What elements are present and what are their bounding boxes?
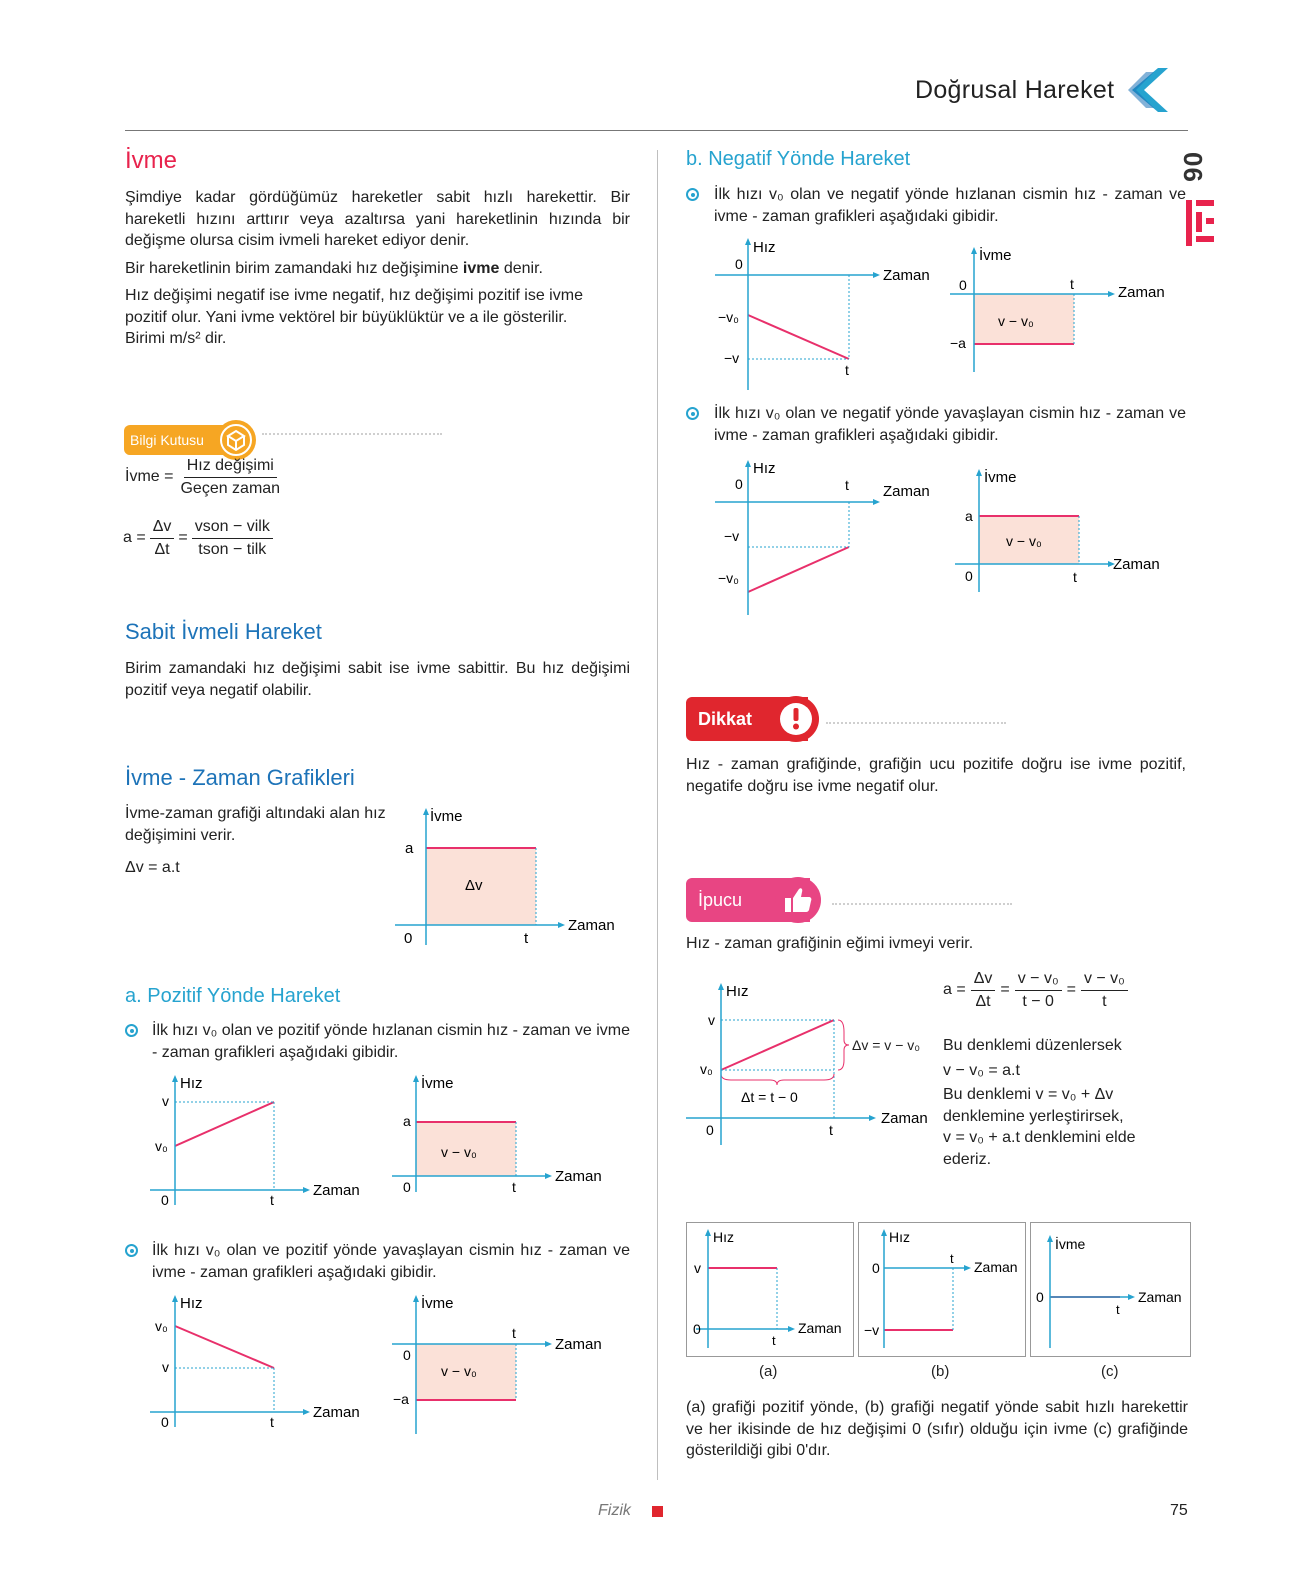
negatif-item-2: İlk hızı v₀ olan ve negatif yönde yavaşlayan cismin hız - zaman ve ivme - zaman grafikleri aşağıdaki gibidir. — [714, 405, 1186, 444]
label-dt-eq: Δt = t − 0 — [741, 1089, 798, 1105]
label-zero: 0 — [965, 568, 973, 584]
axis-hiz: Hız — [753, 239, 776, 256]
label-v-minus-v0: v − v₀ — [441, 1363, 477, 1379]
axis-zaman: Zaman — [883, 483, 930, 500]
sabit-heading: Sabit İvmeli Hareket — [125, 619, 322, 644]
header-rule — [125, 130, 1188, 131]
ipucu-n1: Δv — [971, 968, 996, 991]
axis-ivme: İvme — [984, 469, 1017, 486]
graph-p2-ivme — [392, 1292, 612, 1442]
bilgi-badge-label: Bilgi Kutusu — [130, 432, 204, 448]
label-v-minus-v0: v − v₀ — [1006, 533, 1042, 549]
label-t: t — [1073, 569, 1077, 585]
label-zero: 0 — [706, 1122, 714, 1138]
pozitif-item-2: İlk hızı v₀ olan ve pozitif yönde yavaşlayan cismin hız - zaman ve ivme - zaman grafikleri aşağıdaki gibidir. — [152, 1242, 630, 1281]
axis-hiz: Hız — [753, 460, 776, 477]
label-dv-eq: Δv = v − v₀ — [852, 1037, 921, 1053]
ipucu-a: a = — [943, 981, 966, 999]
label-a: a — [405, 840, 414, 857]
ipucu-d1: Δt — [975, 992, 991, 1010]
ipucu-slope-graph — [686, 980, 936, 1150]
graph-p2-hiz — [150, 1292, 370, 1432]
label-t: t — [270, 1192, 274, 1208]
ipucu-line: ederiz. — [943, 1150, 992, 1168]
graph-box-c — [1030, 1222, 1191, 1357]
label-neg-v: −v — [724, 350, 740, 366]
ipucu-explanation — [943, 1035, 1183, 1170]
bullet-icon — [125, 1024, 138, 1037]
exclamation-icon — [772, 695, 820, 743]
grafik-paragraph: İvme-zaman grafiği altındaki alan hız değişimini verir. — [125, 805, 386, 844]
formula-vector — [123, 516, 273, 560]
label-a: a — [965, 508, 973, 524]
ipucu-line: Bu denklemi düzenlersek — [943, 1037, 1122, 1054]
p3-line3: Birimi m/s² dir. — [125, 330, 227, 347]
footer-square-icon — [652, 1506, 663, 1517]
label-zero: 0 — [161, 1192, 169, 1208]
ipucu-line: v = v₀ + a.t denklemini elde — [943, 1129, 1136, 1146]
axis-zaman: Zaman — [1113, 556, 1160, 573]
axis-zaman: Zaman — [798, 1320, 842, 1336]
ipucu-badge — [686, 878, 826, 926]
graph-n2-ivme — [955, 466, 1180, 596]
caption-b: (b) — [931, 1363, 950, 1380]
axis-hiz: Hız — [180, 1295, 203, 1312]
ipucu-line: v − v₀ = a.t — [943, 1061, 1020, 1079]
graph-p1-hiz — [150, 1072, 370, 1212]
axis-zaman: Zaman — [555, 1336, 602, 1353]
axis-zaman: Zaman — [313, 1404, 360, 1421]
label-t: t — [950, 1251, 954, 1266]
formula1-num: Hız değişimi — [184, 455, 277, 478]
axis-zaman: Zaman — [974, 1259, 1018, 1275]
label-t: t — [524, 930, 529, 947]
ipucu-line: denklemine yerleştirirsek, — [943, 1107, 1124, 1125]
label-zero: 0 — [735, 476, 743, 492]
negatif-heading: b. Negatif Yönde Hareket — [686, 148, 911, 170]
ipucu-n3: v − v₀ — [1081, 968, 1128, 991]
ipucu-label: İpucu — [698, 889, 743, 910]
dikkat-text: Hız - zaman grafiğinde, grafiğin ucu pozitife doğru ise ivme pozitif, negatife doğru ise ivme negatif olur. — [686, 756, 1186, 795]
graph-box-b — [858, 1222, 1026, 1357]
chapter-arrow-icon — [1124, 66, 1168, 114]
label-t: t — [512, 1325, 516, 1341]
label-zero: 0 — [959, 277, 967, 293]
graph-n1-ivme — [950, 244, 1180, 384]
label-zero: 0 — [161, 1414, 169, 1430]
label-neg-v0: −v₀ — [718, 309, 739, 325]
graph-n2-hiz — [715, 457, 945, 617]
chapter-title: Doğrusal Hareket — [915, 76, 1115, 104]
axis-zaman: Zaman — [881, 1110, 928, 1127]
axis-ivme: İvme — [421, 1075, 454, 1092]
label-t: t — [270, 1414, 274, 1430]
formula2-den1: Δt — [154, 540, 170, 558]
axis-hiz: Hız — [180, 1075, 203, 1092]
ipucu-line: Bu denklemi v = v₀ + Δv — [943, 1086, 1114, 1103]
p3-line1: Hız değişimi negatif ise ivme negatif, hız değişimi pozitif ise ivme — [125, 287, 583, 304]
label-v0: v₀ — [155, 1138, 168, 1154]
bilgi-dots — [262, 433, 442, 435]
axis-zaman: Zaman — [883, 267, 930, 284]
label-zero: 0 — [404, 930, 413, 947]
label-zero: 0 — [735, 256, 743, 272]
label-neg-v: −v — [724, 528, 740, 544]
label-dv: Δv — [465, 877, 483, 894]
bullet-icon — [686, 188, 699, 201]
grafik-formula: Δv = a.t — [125, 859, 180, 876]
axis-ivme: İvme — [430, 808, 463, 825]
axis-zaman: Zaman — [313, 1182, 360, 1199]
ipucu-text: Hız - zaman grafiğinin eğimi ivmeyi verir. — [686, 935, 974, 952]
label-v-minus-v0: v − v₀ — [998, 313, 1034, 329]
footer-subject: Fizik — [598, 1502, 631, 1519]
label-t: t — [772, 1333, 776, 1348]
formula1-den: Geçen zaman — [180, 479, 281, 497]
axis-ivme: İvme — [979, 247, 1012, 264]
label-zero: 0 — [403, 1347, 411, 1363]
ivme-area-graph — [395, 805, 635, 955]
label-neg-a: −a — [950, 335, 966, 351]
p2-bold: ivme — [462, 260, 500, 277]
label-v: v — [162, 1093, 169, 1109]
label-zero: 0 — [872, 1260, 880, 1276]
label-t: t — [845, 362, 849, 378]
label-a: a — [403, 1113, 411, 1129]
axis-zaman: Zaman — [1138, 1289, 1182, 1305]
side-unit-number: 06 — [1178, 152, 1208, 183]
ipucu-dots — [832, 903, 1012, 905]
axis-zaman: Zaman — [568, 917, 615, 934]
formula2-num1: Δv — [150, 516, 175, 539]
label-t: t — [1070, 276, 1074, 292]
pozitif-item-1: İlk hızı v₀ olan ve pozitif yönde hızlanan cismin hız - zaman ve ivme - zaman grafikleri aşağıdaki gibidir. — [152, 1022, 630, 1061]
axis-hiz: Hız — [726, 983, 749, 1000]
label-neg-a: −a — [393, 1391, 409, 1407]
formula2-num2: vson − vilk — [192, 516, 273, 539]
label-t: t — [829, 1122, 833, 1138]
formula-ivme — [125, 455, 283, 499]
label-neg-v0: −v₀ — [718, 570, 739, 586]
negatif-item-1: İlk hızı v₀ olan ve negatif yönde hızlanan cismin hız - zaman ve ivme - zaman grafikleri aşağıdaki gibidir. — [714, 186, 1186, 225]
label-t: t — [1116, 1302, 1120, 1317]
ivme-heading: İvme — [125, 147, 178, 174]
p2-post: denir. — [499, 260, 543, 277]
grafik-heading: İvme - Zaman Grafikleri — [125, 765, 355, 790]
ivme-paragraph-3 — [125, 285, 630, 350]
label-v0: v₀ — [155, 1318, 168, 1334]
label-t: t — [512, 1179, 516, 1195]
axis-zaman: Zaman — [1118, 284, 1165, 301]
label-zero: 0 — [1036, 1289, 1044, 1305]
label-v: v — [694, 1260, 701, 1276]
axis-ivme: İvme — [421, 1295, 454, 1312]
label-v: v — [162, 1359, 169, 1375]
label-v-minus-v0: v − v₀ — [441, 1144, 477, 1160]
side-logo-icon — [1184, 196, 1216, 250]
formula2-lhs: a = — [123, 529, 146, 547]
p3-line2: pozitif olur. Yani ivme vektörel bir büyüklüktür ve a ile gösterilir. — [125, 308, 568, 326]
label-neg-v: −v — [864, 1322, 880, 1338]
formula2-eq: = — [178, 529, 188, 547]
graph-n1-hiz — [715, 235, 945, 395]
dikkat-label: Dikkat — [698, 708, 753, 729]
ipucu-n2: v − v₀ — [1015, 968, 1062, 991]
dikkat-dots — [826, 722, 1006, 724]
ipucu-formula: a = $\frac{\Delta v}{\Delta t}$ = $\frac{\text{v − v₀}}{t - 0}$ = $\frac{\text{v − v₀}}{t}$ — [943, 968, 1128, 1012]
label-v: v — [708, 1012, 715, 1028]
thumbs-up-icon — [774, 876, 822, 924]
final-paragraph: (a) grafiği pozitif yönde, (b) grafiği negatif yönde sabit hızlı harekettir ve her ikisinde de hız değişimi 0 (sıfır) olduğu için ivme (c) grafiğinde gösterildiği gibi 0'dır. — [686, 1399, 1188, 1459]
label-v0: v₀ — [700, 1061, 713, 1077]
formula2-den2: tson − tilk — [198, 540, 267, 558]
column-divider — [657, 150, 658, 1480]
axis-zaman: Zaman — [555, 1168, 602, 1185]
ivme-paragraph-2 — [125, 258, 630, 280]
label-zero: 0 — [693, 1321, 701, 1337]
ivme-paragraph-1: Şimdiye kadar gördüğümüz hareketler sabit hızlı harekettir. Bir hareketli hızını arttırır veya azaltırsa yani hareketlinin hızında bir değişme olursa cisim ivmeli hareket ediyor denir. — [125, 189, 630, 249]
bullet-icon — [125, 1244, 138, 1257]
ipucu-d2: t − 0 — [1022, 992, 1054, 1010]
page-number: 75 — [1170, 1502, 1188, 1519]
pozitif-heading: a. Pozitif Yönde Hareket — [125, 985, 341, 1007]
p2-pre: Bir hareketlinin birim zamandaki hız değişimine — [125, 260, 463, 277]
caption-c: (c) — [1101, 1363, 1119, 1380]
ipucu-d3: t — [1102, 992, 1107, 1010]
axis-hiz: Hız — [713, 1229, 734, 1245]
label-zero: 0 — [403, 1179, 411, 1195]
graph-box-a — [686, 1222, 854, 1357]
axis-ivme: İvme — [1055, 1236, 1086, 1252]
graph-p1-ivme — [392, 1072, 612, 1212]
dikkat-badge — [686, 697, 822, 745]
label-t: t — [845, 477, 849, 493]
formula1-lhs: İvme = — [125, 468, 174, 486]
axis-hiz: Hız — [889, 1229, 910, 1245]
sabit-paragraph: Birim zamandaki hız değişimi sabit ise ivme sabittir. Bu hız değişimi pozitif veya negatif olabilir. — [125, 660, 630, 699]
caption-a: (a) — [759, 1363, 778, 1380]
bullet-icon — [686, 407, 699, 420]
